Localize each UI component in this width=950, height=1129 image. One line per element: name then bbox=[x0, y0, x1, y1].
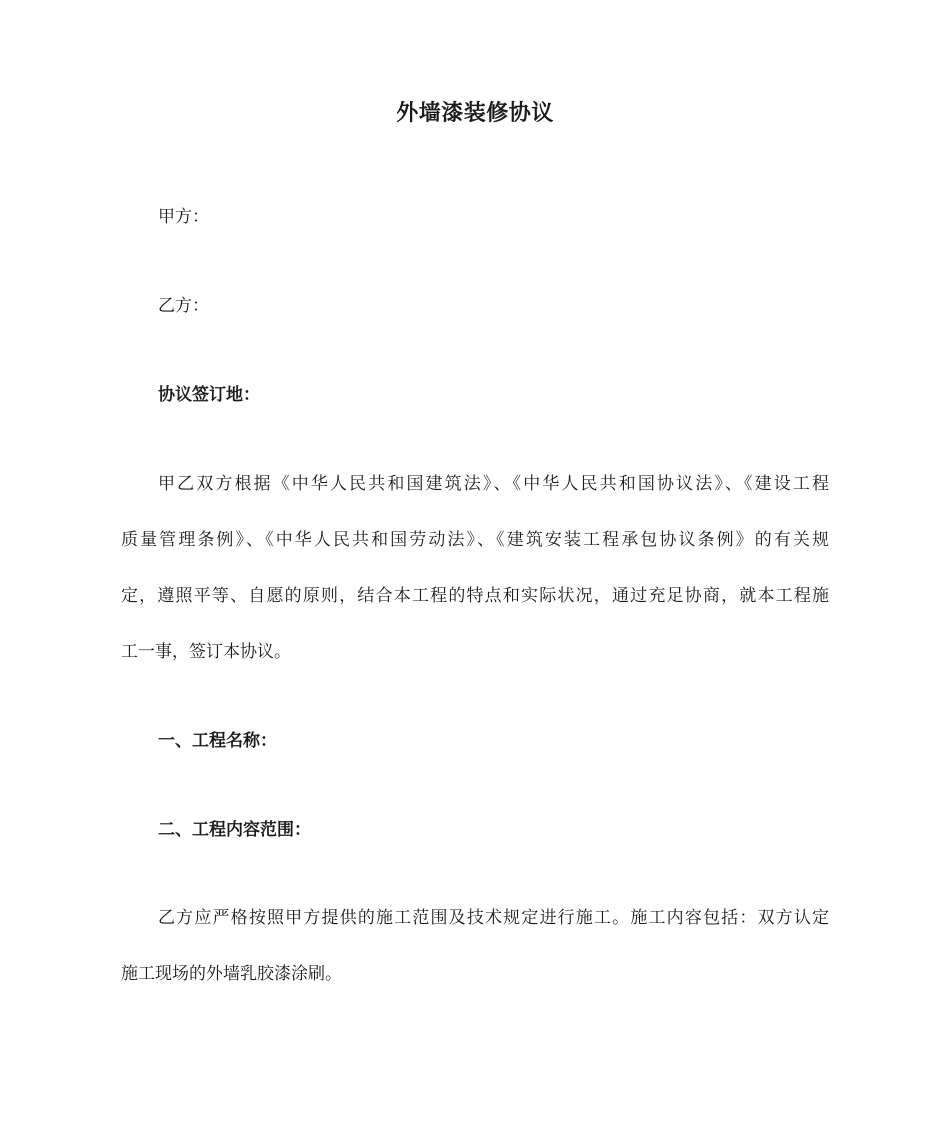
intro-line-3: 定，遵照平等、自愿的原则，结合本工程的特点和实际状况，通过充足协商，就本工程施 bbox=[121, 586, 829, 606]
intro-line-2: 质量管理条例》、《中华人民共和国劳动法》、《建筑安装工程承包协议条例》的有关规 bbox=[121, 530, 829, 550]
intro-line-4: 工一事，签订本协议。 bbox=[121, 642, 291, 662]
scope-line-1: 乙方应严格按照甲方提供的施工范围及技术规定进行施工。施工内容包括：双方认定 bbox=[158, 908, 829, 928]
scope-line-2: 施工现场的外墙乳胶漆涂刷。 bbox=[121, 964, 342, 984]
signing-place-label: 协议签订地： bbox=[158, 385, 260, 405]
document-title: 外墙漆装修协议 bbox=[396, 101, 554, 126]
section-1-heading: 一、工程名称： bbox=[158, 731, 277, 751]
party-a-label: 甲方： bbox=[158, 207, 209, 227]
intro-line-1: 甲乙双方根据《中华人民共和国建筑法》、《中华人民共和国协议法》、《建设工程 bbox=[158, 474, 829, 494]
section-2-heading: 二、工程内容范围： bbox=[158, 820, 311, 840]
party-b-label: 乙方： bbox=[158, 296, 209, 316]
